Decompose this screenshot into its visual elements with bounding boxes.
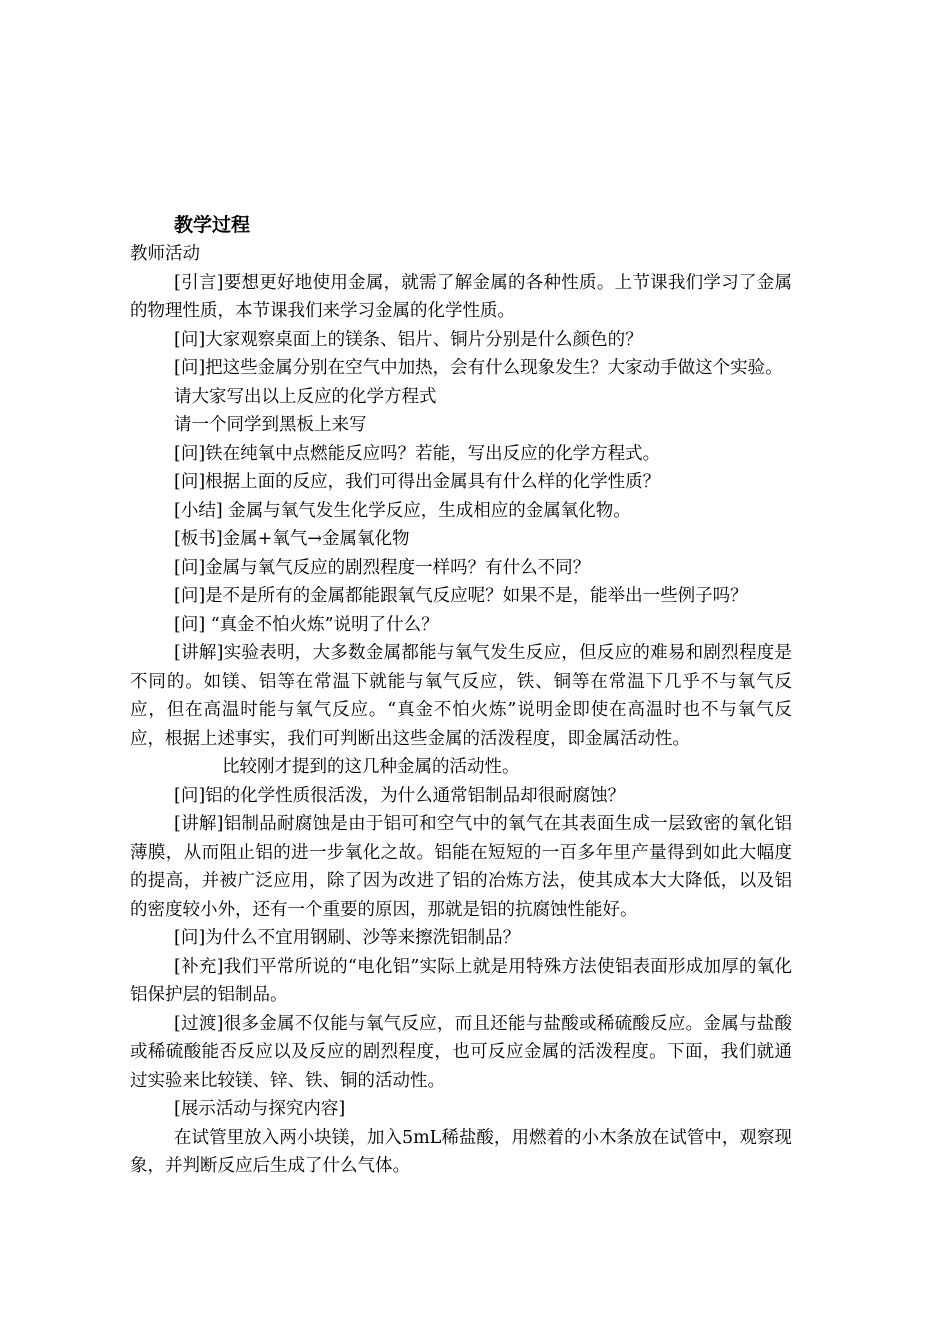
paragraph-board-note: [板书]金属+氧气→金属氧化物 [174, 529, 410, 549]
paragraph-explanation: [讲解]铝制品耐腐蚀是由于铝可和空气中的氧气在其表面生成一层致密的氧化铝薄膜，从而阻止铝的进一步氧化之故。铝能在短短的一百多年里产量得到如此大幅度的提高，并被广泛应用，除了因为改进了铝的冶炼方法，使其成本大大降低，以及铝的密度较小外，还有一个重要的原因，那就是铝的抗腐蚀性能好。 [130, 814, 792, 920]
paragraph-instruction: 请一个同学到黑板上来写 [174, 415, 367, 435]
paragraph-question: [问]铁在纯氧中点燃能反应吗？若能，写出反应的化学方程式。 [174, 443, 661, 464]
paragraph-question: [问]金属与氧气反应的剧烈程度一样吗？有什么不同？ [174, 557, 591, 578]
paragraph-question: [问]大家观察桌面上的镁条、铝片、铜片分别是什么颜色的？ [174, 329, 643, 350]
paragraph-summary: [小结] 金属与氧气发生化学反应，生成相应的金属氧化物。 [174, 500, 631, 521]
paragraph-introduction: [引言]要想更好地使用金属，就需了解金属的各种性质。上节课我们学习了金属的物理性质，本节课我们来学习金属的化学性质。 [130, 272, 792, 321]
paragraph-question: [问]铝的化学性质很活泼，为什么通常铝制品却很耐腐蚀？ [174, 785, 626, 806]
paragraph-transition: [过渡]很多金属不仅能与氧气反应，而且还能与盐酸或稀硫酸反应。金属与盐酸或稀硫酸能否反应以及反应的剧烈程度，也可反应金属的活泼程度。下面，我们就通过实验来比较镁、锌、铁、铜的活动性。 [130, 1013, 792, 1091]
paragraph-activity-title: [展示活动与探究内容] [174, 1099, 346, 1119]
paragraph-supplement: [补充]我们平常所说的“电化铝”实际上就是用特殊方法使铝表面形成加厚的氧化铝保护层的铝制品。 [130, 956, 792, 1005]
paragraph-question: [问]是不是所有的金属都能跟氧气反应呢？如果不是，能举出一些例子吗？ [174, 586, 748, 606]
paragraph-teacher-activity: 教师活动 [130, 244, 200, 264]
section-heading: 教学过程 [174, 214, 251, 236]
paragraph-question: [问]把这些金属分别在空气中加热，会有什么现象发生？大家动手做这个实验。 [174, 358, 783, 378]
paragraph-comparison: 比较刚才提到的这几种金属的活动性。 [222, 757, 520, 777]
paragraph-question: [问]为什么不宜用钢刷、沙等来擦洗铝制品？ [174, 928, 521, 948]
paragraph-question: [问]根据上面的反应，我们可得出金属具有什么样的化学性质？ [174, 472, 661, 492]
paragraph-instruction: 请大家写出以上反应的化学方程式 [174, 386, 437, 407]
paragraph-explanation: [讲解]实验表明，大多数金属都能与氧气发生反应，但反应的难易和剧烈程度是不同的。如镁、铝等在常温下就能与氧气反应，铁、铜等在常温下几乎不与氧气反应，但在高温时能与氧气反应。“真金不怕火炼”说明金即使在高温时也不与氧气反应，根据上述事实，我们可判断出这些金属的活泼程度，即金属活动性。 [130, 643, 792, 749]
paragraph-question: [问] “真金不怕火炼”说明了什么？ [174, 614, 439, 635]
paragraph-experiment: 在试管里放入两小块镁，加入5mL稀盐酸，用燃着的小木条放在试管中，观察现象，并判断反应后生成了什么气体。 [130, 1127, 792, 1176]
document-body [130, 240, 792, 1181]
